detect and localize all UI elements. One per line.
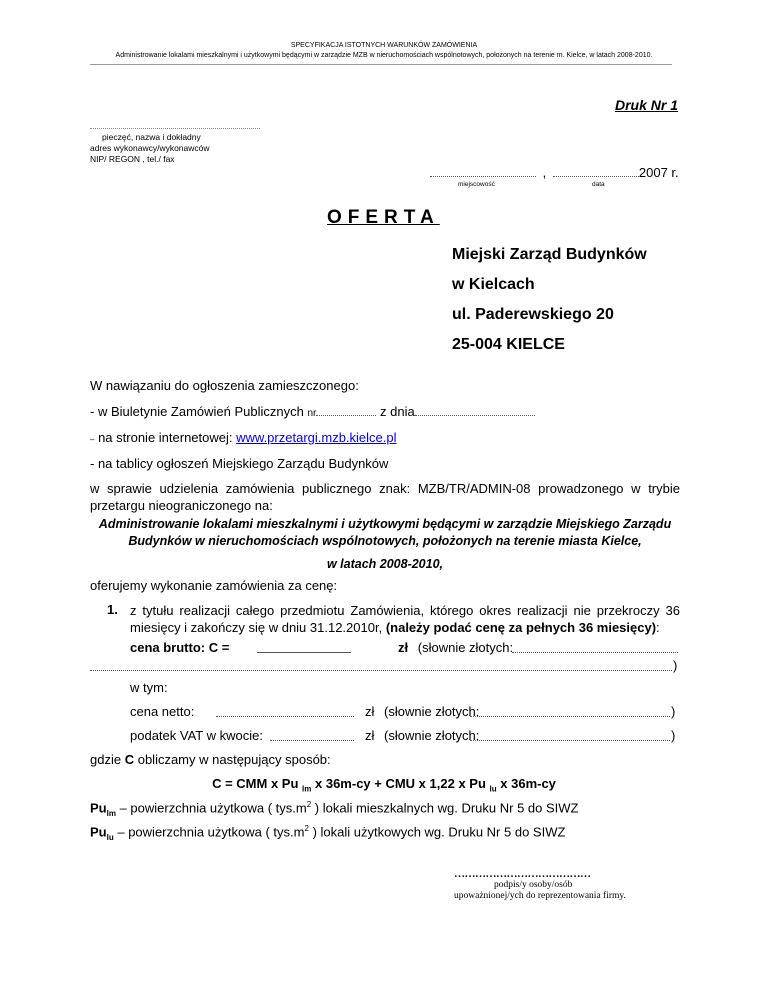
- form-number: Druk Nr 1: [614, 97, 678, 113]
- net-words-label: (słownie złotych:: [384, 704, 480, 719]
- bullet-bzp-label: - w Biuletynie Zamówień Publicznych: [90, 404, 304, 419]
- gross-currency: zł: [398, 640, 409, 655]
- year-label: 2007 r.: [638, 165, 679, 180]
- vat-amount-field[interactable]: [270, 740, 354, 741]
- recipient-name: Miejski Zarząd Budynków: [452, 246, 647, 263]
- bullet-www: [90, 430, 397, 445]
- bullet-bzp-date-label: z dnia: [380, 404, 415, 419]
- def1-sup: 2: [306, 800, 312, 809]
- def2-text-2: ) lokali użytkowych wg. Druku Nr 5 do SIWZ: [312, 824, 566, 840]
- signature-caption: [454, 880, 654, 902]
- formula-intro: [90, 752, 331, 767]
- vat-label: podatek VAT w kwocie:: [130, 728, 263, 743]
- formula-intro-c: C: [124, 752, 135, 767]
- subject-block: [90, 516, 680, 573]
- subject-line-2: Budynków w nieruchomościach wspólnotowych, położonych na terenie miasta Kielce,: [128, 534, 642, 548]
- item-text: [130, 602, 680, 636]
- procedure-text: w sprawie udzielenia zamówienia publicznego znak: MZB/TR/ADMIN-08 prowadzonego w trybie przetargu nieograniczonego na:: [90, 481, 680, 513]
- vat-words-row: [365, 728, 479, 743]
- gross-price-row: [130, 640, 229, 655]
- bzp-date-field[interactable]: [415, 405, 535, 416]
- formula-part-2: x 36m-cy + CMU x 1,22 x Pu: [315, 776, 486, 791]
- document-title: OFERTA: [327, 207, 440, 228]
- gross-words-field-1[interactable]: [512, 652, 678, 653]
- bullet-board: - na tablicy ogłoszeń Miejskiego Zarządu Budynków: [90, 456, 389, 471]
- place-field[interactable]: [430, 166, 536, 177]
- definition-residential: [90, 800, 578, 818]
- signature-dots[interactable]: …………………………………: [454, 868, 591, 880]
- def2-sup: 2: [304, 824, 309, 833]
- def2-symbol: Pu: [90, 824, 107, 840]
- price-formula: [0, 776, 768, 794]
- place-date-row: [430, 165, 680, 180]
- def2-text: – powierzchnia użytkowa ( tys.m: [117, 824, 305, 840]
- item-text-main: z tytułu realizacji całego przedmiotu Zamówienia, którego okres realizacji nie przekroczy 36 miesięcy i zakończy się w dniu 31.12.2010r,: [130, 603, 680, 635]
- header-divider: [90, 64, 672, 65]
- intro-text: W nawiązaniu do ogłoszenia zamieszczonego:: [90, 378, 359, 393]
- formula-sub-1: lm: [302, 784, 312, 794]
- bullet-bzp: [90, 404, 535, 419]
- bzp-number-field[interactable]: [316, 405, 376, 416]
- date-label: data: [592, 181, 605, 188]
- recipient-block: [452, 240, 647, 360]
- item-number: 1.: [107, 602, 118, 617]
- stamp-block: [90, 132, 210, 165]
- tender-website-link[interactable]: www.przetargi.mzb.kielce.pl: [236, 430, 397, 445]
- subject-line-1: Administrowanie lokalami mieszkalnymi i użytkowymi będącymi w zarządzie Miejskiego Zarządu: [98, 517, 672, 531]
- def1-sub: lm: [106, 808, 116, 818]
- place-date-comma: ,: [542, 165, 547, 180]
- net-price-label: cena netto:: [130, 704, 195, 719]
- stamp-line: [90, 128, 260, 129]
- header-title: SPECYFIKACJA ISTOTNYCH WARUNKÓW ZAMÓWIENIA: [290, 42, 478, 49]
- gross-close-paren: ): [673, 658, 678, 673]
- vat-words-field[interactable]: [470, 740, 670, 741]
- formula-part-3: x 36m-cy: [500, 776, 556, 791]
- subject-line-3: w latach 2008-2010,: [326, 557, 444, 571]
- net-words-row: [365, 704, 479, 719]
- item-text-note: (należy podać cenę za pełnych 36 miesięcy): [385, 620, 657, 635]
- formula-intro-a: gdzie: [90, 752, 122, 767]
- vat-words-label: (słownie złotych:: [384, 728, 480, 743]
- bullet-bzp-nr: nr: [307, 408, 317, 419]
- gross-words-field-2[interactable]: [90, 670, 672, 671]
- bullet-www-label: na stronie internetowej:: [98, 430, 233, 445]
- place-label: miejscowość: [458, 181, 495, 188]
- recipient-street: ul. Paderewskiego 20: [452, 306, 614, 323]
- def1-symbol: Pu: [90, 800, 107, 816]
- net-words-field[interactable]: [470, 716, 670, 717]
- offer-text: oferujemy wykonanie zamówienia za cenę:: [90, 578, 338, 593]
- def1-text: – powierzchnia użytkowa ( tys.m: [119, 800, 307, 816]
- date-field[interactable]: [553, 166, 639, 177]
- gross-price-field[interactable]: [257, 652, 351, 653]
- bullet-www-dash: –: [90, 435, 95, 444]
- net-close-paren: ): [671, 704, 676, 719]
- def1-text-2: ) lokali mieszkalnych wg. Druku Nr 5 do SIWZ: [314, 800, 579, 816]
- net-price-field[interactable]: [216, 716, 354, 717]
- formula-sub-2: lu: [489, 784, 497, 794]
- including-label: w tym:: [130, 680, 168, 695]
- stamp-label-2: adres wykonawcy/wykonawców: [90, 143, 210, 153]
- formula-part-1: C = CMM x Pu: [212, 776, 299, 791]
- recipient-postcode: 25-004 KIELCE: [452, 336, 565, 353]
- header-subtitle: Administrowanie lokalami mieszkalnymi i użytkowymi będącymi w zarządzie MZB w nieruchomościach wspólnotowych, położonych na terenie m. Kielce, w latach 2008-2010.: [115, 52, 653, 59]
- stamp-label-3: NIP/ REGON , tel./ fax: [90, 154, 175, 164]
- formula-intro-b: obliczamy w następujący sposób:: [137, 752, 331, 767]
- item-text-colon: :: [656, 620, 660, 635]
- recipient-city: w Kielcach: [452, 276, 535, 293]
- net-currency: zł: [365, 704, 375, 719]
- vat-currency: zł: [365, 728, 375, 743]
- gross-words-label: (słownie złotych:: [417, 640, 514, 655]
- definition-commercial: [90, 824, 565, 842]
- def2-sub: lu: [106, 832, 114, 842]
- vat-close-paren: ): [671, 728, 676, 743]
- stamp-label-1: pieczęć, nazwa i dokładny: [102, 132, 201, 142]
- signature-caption-1: podpis/y osoby/osób: [494, 880, 573, 890]
- gross-price-label: cena brutto: C =: [130, 640, 230, 655]
- gross-words-row: [398, 640, 513, 655]
- signature-caption-2: upoważnionej/ych do reprezentowania firmy.: [454, 891, 626, 901]
